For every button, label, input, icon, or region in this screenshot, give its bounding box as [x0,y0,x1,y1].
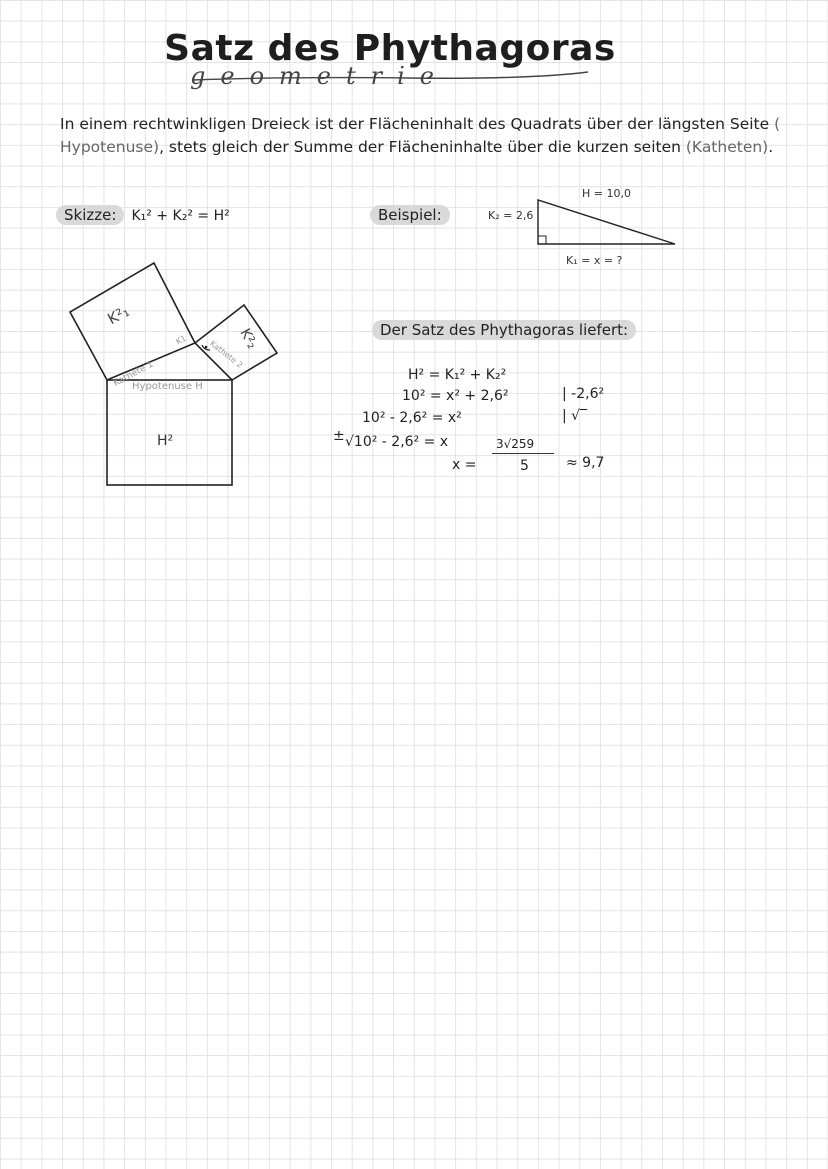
triangle-right-angle [538,236,546,244]
proof-fraction-bar [492,453,554,454]
proof-line-4: √10² - 2,6² = x [345,434,449,450]
proof-step-2: | -2,6² [562,386,605,402]
proof-line-4-sign: ± [333,428,345,444]
side2-label: Kathete 2 [208,338,245,370]
intro-text-2: , stets gleich der Summe der Flächeninhalte über die kurzen seiten [159,138,686,156]
intro-katheten: (Katheten) [685,138,769,156]
sketch-formula: K₁² + K₂² = H² [131,208,230,224]
proof-step-3: | √‾ [562,408,588,424]
square2-label: K²₂ [236,326,261,352]
square-kathete-1 [70,263,195,380]
pythagoras-sketch [60,255,300,495]
square-kathete-2 [195,305,277,380]
intro-text-3: . [768,138,774,156]
sketch-label: Skizze: [56,205,124,225]
proof-fraction-numerator: 3√259 [496,437,535,451]
square1-label: K²₁ [104,302,133,329]
proof-approx: ≈ 9,7 [566,455,605,471]
intro-paragraph [60,113,790,159]
example-h-label: H = 10,0 [582,187,631,200]
proof-fraction-denominator: 5 [520,458,529,474]
proof-line-1: H² = K₁² + K₂² [408,367,507,383]
square-h-label: H² [157,433,174,449]
proof-label: Der Satz des Phythagoras liefert: [372,320,636,340]
triangle-shape [538,200,675,244]
intro-text-1: In einem rechtwinkligen Dreieck ist der Flächeninhalt des Quadrats über der längsten Seite [60,115,775,133]
page-subtitle: geometrie [190,62,449,90]
page-title: Satz des Phythagoras [164,28,616,69]
example-label: Beispiel: [370,205,450,225]
hyp-label: Hypotenuse H [132,381,203,392]
sketch-heading [56,205,230,225]
proof-heading [372,320,636,340]
example-triangle [530,192,690,252]
proof-line-2: 10² = x² + 2,6² [402,388,509,404]
intro-hypotenuse: ( Hypotenuse) [60,115,781,156]
example-heading [370,205,450,225]
side1-label: Kathete 1 [111,359,156,389]
example-k2-label: K₂ = 2,6 [488,209,534,222]
proof-line-5: x = [452,457,477,473]
example-k1-label: K₁ = x = ? [566,254,623,267]
k1-mark: K1 [174,333,188,347]
right-angle-dot [205,346,208,349]
subtitle-underline [188,66,598,88]
proof-line-3: 10² - 2,6² = x² [362,410,462,426]
